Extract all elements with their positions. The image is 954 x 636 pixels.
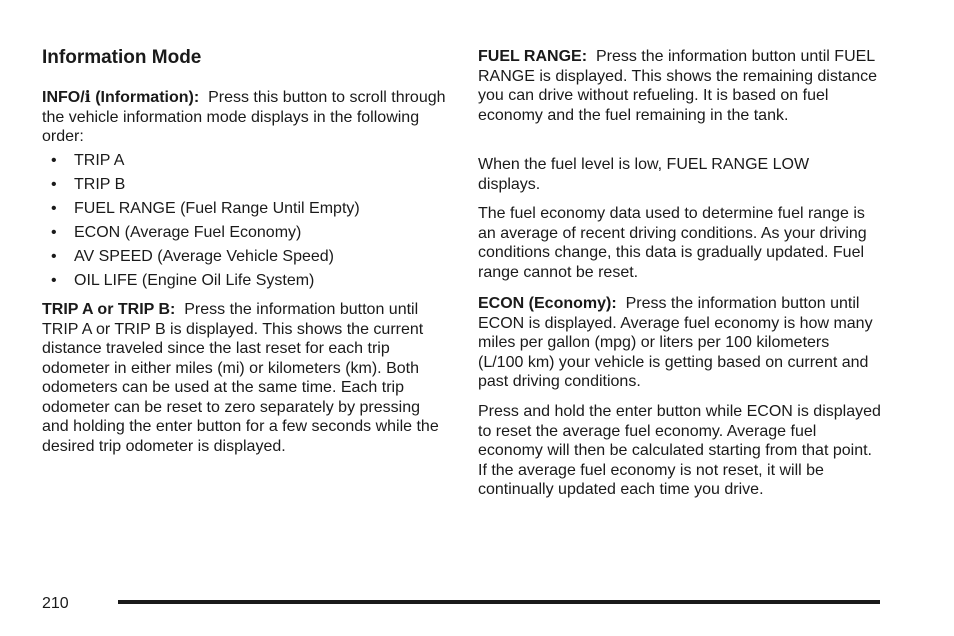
econ-text: Press the information button until ECON is displayed. Average fuel economy is how many miles per gallon (mpg) or liters per 100 kilometers (L/100 km) your vehicle is getting based on current and past driving conditions. — [478, 295, 873, 390]
fuel-range-paragraph — [478, 47, 888, 125]
econ-term: ECON (Economy): — [478, 295, 617, 312]
trip-term: TRIP A or TRIP B: — [42, 301, 176, 318]
bullet-icon: • — [51, 152, 57, 169]
fuel-range-term: FUEL RANGE: — [478, 48, 588, 65]
trip-paragraph — [42, 300, 447, 456]
bullet-icon: • — [51, 224, 57, 241]
info-term: INFO/i (Information): — [42, 87, 200, 106]
list-item: • TRIP A — [51, 152, 125, 169]
bullet-icon: • — [51, 176, 57, 193]
econ-paragraph — [478, 294, 873, 392]
page-number: 210 — [42, 595, 69, 612]
bullet-icon: • — [51, 200, 57, 217]
list-item: • TRIP B — [51, 176, 126, 193]
section-heading: Information Mode — [42, 47, 202, 68]
economy-data-paragraph: The fuel economy data used to determine fuel range is an average of recent driving conditions. As your driving conditions change, this data is gradually updated. Fuel range cannot be reset. — [478, 205, 867, 281]
fuel-range-text: Press the information button until FUEL RANGE is displayed. This shows the remaining distance you can drive without refueling. It is based on fuel economy and the fuel remaining in the tank. — [478, 48, 877, 124]
list-item: • AV SPEED (Average Vehicle Speed) — [51, 248, 334, 265]
bullet-icon: • — [51, 248, 57, 265]
display-order-list — [42, 151, 452, 295]
low-fuel-paragraph: When the fuel level is low, FUEL RANGE LOW displays. — [478, 156, 810, 193]
footer-rule — [118, 600, 880, 604]
bullet-icon: • — [51, 272, 57, 289]
trip-text: Press the information button until TRIP A or TRIP B is displayed. This shows the current distance traveled since the last reset for each trip odometer in either miles (mi) or kilometers (km). Both odometers can be used at the same time. Each trip odometer can be reset to zero separately by pressing and holding the enter button for a few seconds while the desired trip odometer is displayed. — [42, 301, 439, 455]
list-item: • ECON (Average Fuel Economy) — [51, 224, 302, 241]
list-item: • OIL LIFE (Engine Oil Life System) — [51, 272, 315, 289]
info-icon: i — [84, 87, 91, 106]
list-item: • FUEL RANGE (Fuel Range Until Empty) — [51, 200, 360, 217]
reset-paragraph: Press and hold the enter button while ECON is displayed to reset the average fuel economy. Average fuel economy will then be calculated starting from that point. If the average fuel economy is not reset, it will be continually updated each time you drive. — [478, 403, 881, 498]
info-paragraph — [42, 87, 447, 147]
info-text: Press this button to scroll through the vehicle information mode displays in the following order: — [42, 89, 446, 145]
